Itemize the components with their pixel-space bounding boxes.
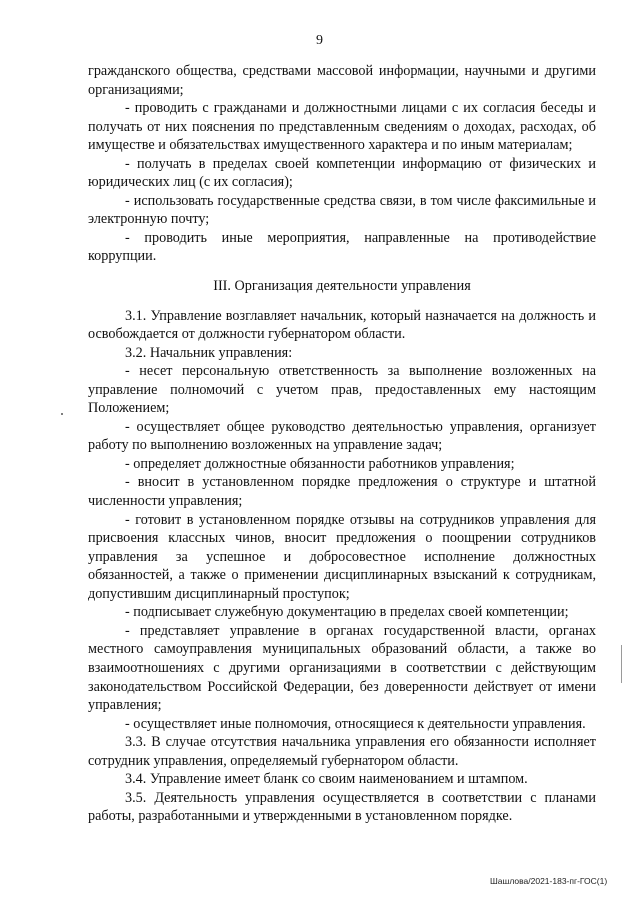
paragraph-indent: - вносит в установленном порядке предложения о структуре и штатной численности управления; bbox=[88, 474, 596, 510]
paragraph-indent: - подписывает служебную документацию в пределах своей компетенции; bbox=[125, 604, 569, 621]
paragraph: гражданского общества, средствами массовой информации, научными и другими организациями; bbox=[88, 63, 596, 98]
margin-mark bbox=[621, 645, 622, 683]
paragraph-indent: 3.5. Деятельность управления осуществляется в соответствии с планами работы, разработанными и утвержденными в установленном порядке. bbox=[88, 789, 596, 825]
paragraph-indent: - осуществляет иные полномочия, относящиеся к деятельности управления. bbox=[125, 715, 586, 732]
page-number: 9 bbox=[316, 33, 323, 48]
paragraph-indent: - проводить с гражданами и должностными лицами с их согласия беседы и получать от них пояснения по представленным сведениям о доходах, расходах, об имуществе и обязательствах имущественного характера и по иным материалам; bbox=[88, 100, 596, 154]
document-body bbox=[88, 62, 596, 826]
paragraph-indent: 3.1. Управление возглавляет начальник, который назначается на должность и освобождается от должности губернатором области. bbox=[88, 307, 596, 343]
paragraph-indent: 3.2. Начальник управления: bbox=[125, 344, 293, 361]
paragraph-indent: - представляет управление в органах государственной власти, органах местного самоуправления муниципальных образований области, а также во взаимоотношениях с другими организациями в соответствии с действующим законодательством Российской Федерации, без доверенности действует от имени управления; bbox=[88, 622, 596, 714]
paragraph-indent: - получать в пределах своей компетенции информацию от физических и юридических лиц (с их согласия); bbox=[88, 155, 596, 191]
paragraph-indent: - определяет должностные обязанности работников управления; bbox=[125, 455, 515, 472]
margin-mark bbox=[61, 413, 63, 415]
paragraph-indent: - использовать государственные средства связи, в том числе факсимильные и электронную почту; bbox=[88, 192, 596, 228]
paragraph-indent: - несет персональную ответственность за выполнение возложенных на управление полномочий с учетом прав, предоставленных ему настоящим Положением; bbox=[88, 363, 596, 417]
paragraph-indent: - готовит в установленном порядке отзывы на сотрудников управления для присвоения классных чинов, вносит предложения о поощрении сотрудников управления за успешное и добросовестное исполнение должностных обязанностей, а также о применении дисциплинарных взысканий к сотрудникам, допустившим дисциплинарный проступок; bbox=[88, 511, 596, 602]
paragraph-indent: 3.4. Управление имеет бланк со своим наименованием и штампом. bbox=[125, 771, 528, 788]
paragraph-indent: - проводить иные мероприятия, направленные на противодействие коррупции. bbox=[88, 229, 596, 265]
paragraph-indent: 3.3. В случае отсутствия начальника управления его обязанности исполняет сотрудник управления, определяемый губернатором области. bbox=[88, 734, 596, 769]
section-heading: III. Организация деятельности управления bbox=[213, 278, 471, 295]
footer-code: Шашлова/2021-183-пг-ГОС(1) bbox=[490, 876, 608, 886]
paragraph-indent: - осуществляет общее руководство деятельностью управления, организует работу по выполнению возложенных на управление задач; bbox=[88, 418, 596, 454]
